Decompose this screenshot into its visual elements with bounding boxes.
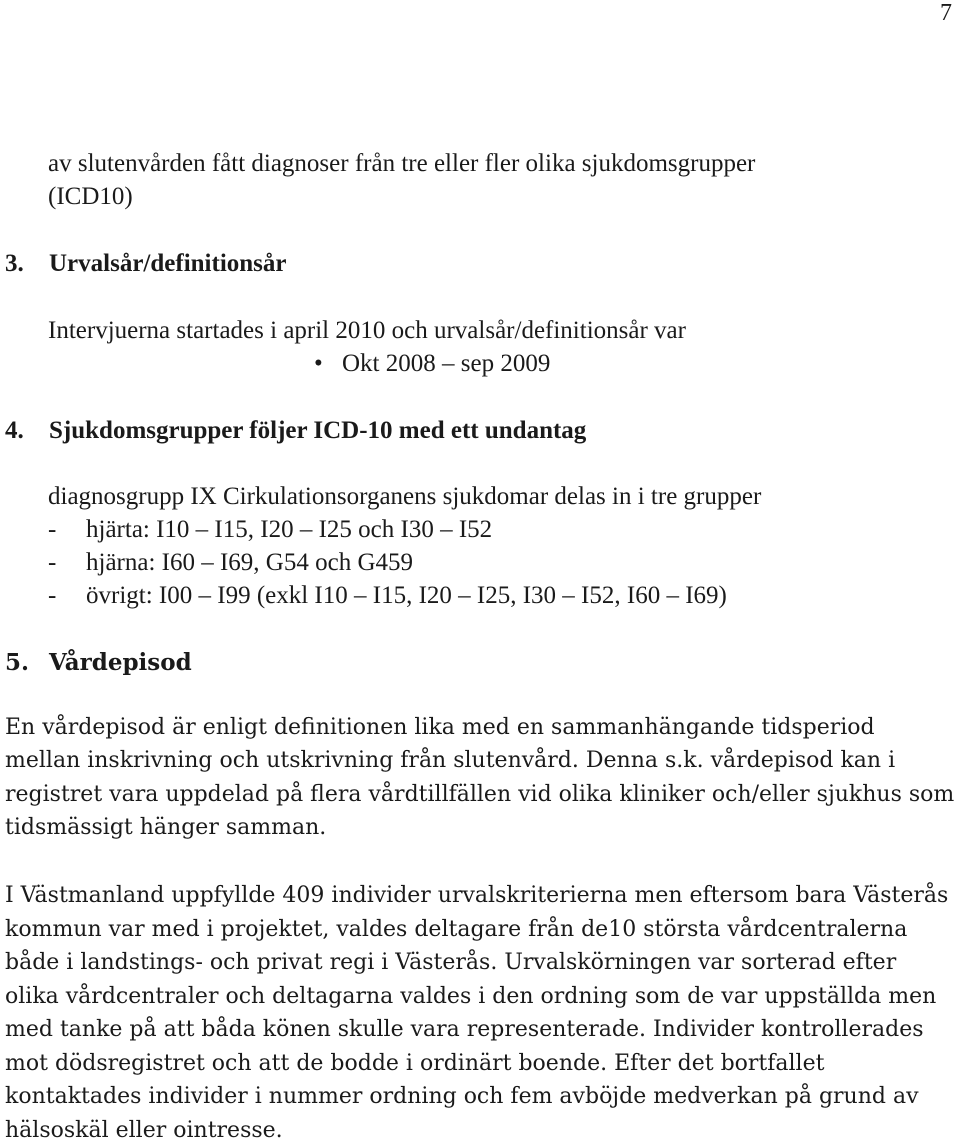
section-3-bullet-text: Okt 2008 – sep 2009 <box>342 350 551 377</box>
list-item <box>48 546 413 579</box>
section-4-heading <box>5 414 586 447</box>
section-3-title: Urvalsår/definitionsår <box>49 250 287 277</box>
section-5-number: 5. <box>5 649 30 676</box>
section-3-bullet-item <box>314 347 550 380</box>
page-number: 7 <box>940 0 952 26</box>
section-5-heading <box>5 646 192 679</box>
section-3-heading <box>5 247 287 280</box>
dash-icon: - <box>48 516 57 543</box>
list-item-text: övrigt: I00 – I99 (exkl I10 – I15, I20 – I25, I30 – I52, I60 – I69) <box>86 582 727 609</box>
section-3-number: 3. <box>5 250 24 277</box>
section-5-paragraph-1: En vårdepisod är enligt definitionen lika med en sammanhängande tidsperiod mellan inskrivning och utskrivning från slutenvård. Denna s.k. vårdepisod kan i registret vara uppdelad på flera vårdtillfällen vid olika kliniker och/eller sjukhus som tidsmässigt hänger samman. <box>5 715 955 840</box>
list-item-text: hjärna: I60 – I69, G54 och G459 <box>86 549 414 576</box>
section-5-title: Vårdepisod <box>49 649 192 676</box>
dash-icon: - <box>48 549 57 576</box>
intro-line-2: (ICD10) <box>48 183 133 210</box>
bullet-icon: • <box>314 350 323 377</box>
list-item-text: hjärta: I10 – I15, I20 – I25 och I30 – I52 <box>86 516 493 543</box>
list-item <box>48 579 727 612</box>
section-4-title: Sjukdomsgrupper följer ICD-10 med ett undantag <box>49 417 587 444</box>
section-5-paragraph-2: I Västmanland uppfyllde 409 individer urvalskriterierna men eftersom bara Västerås kommun var med i projektet, valdes deltagare från de10 största vårdcentralerna både i landstings- och privat regi i Västerås. Urvalskörningen var sorterad efter olika vårdcentraler och deltagarna valdes i den ordning som de var uppställda men med tanke på att båda könen skulle vara representerade. Individer kontrollerades mot dödsregistret och att de bodde i ordinärt boende. Efter det bortfallet kontaktades individer i nummer ordning och fem avböjde medverkan på grund av hälsoskäl eller ointresse. <box>5 883 949 1143</box>
intro-line-1: av slutenvården fått diagnoser från tre eller fler olika sjukdomsgrupper <box>48 150 756 177</box>
section-3-text: Intervjuerna startades i april 2010 och urvalsår/definitionsår var <box>48 317 686 344</box>
dash-icon: - <box>48 582 57 609</box>
list-item <box>48 513 492 546</box>
section-4-number: 4. <box>5 417 24 444</box>
section-4-text: diagnosgrupp IX Cirkulationsorganens sjukdomar delas in i tre grupper <box>48 483 762 510</box>
